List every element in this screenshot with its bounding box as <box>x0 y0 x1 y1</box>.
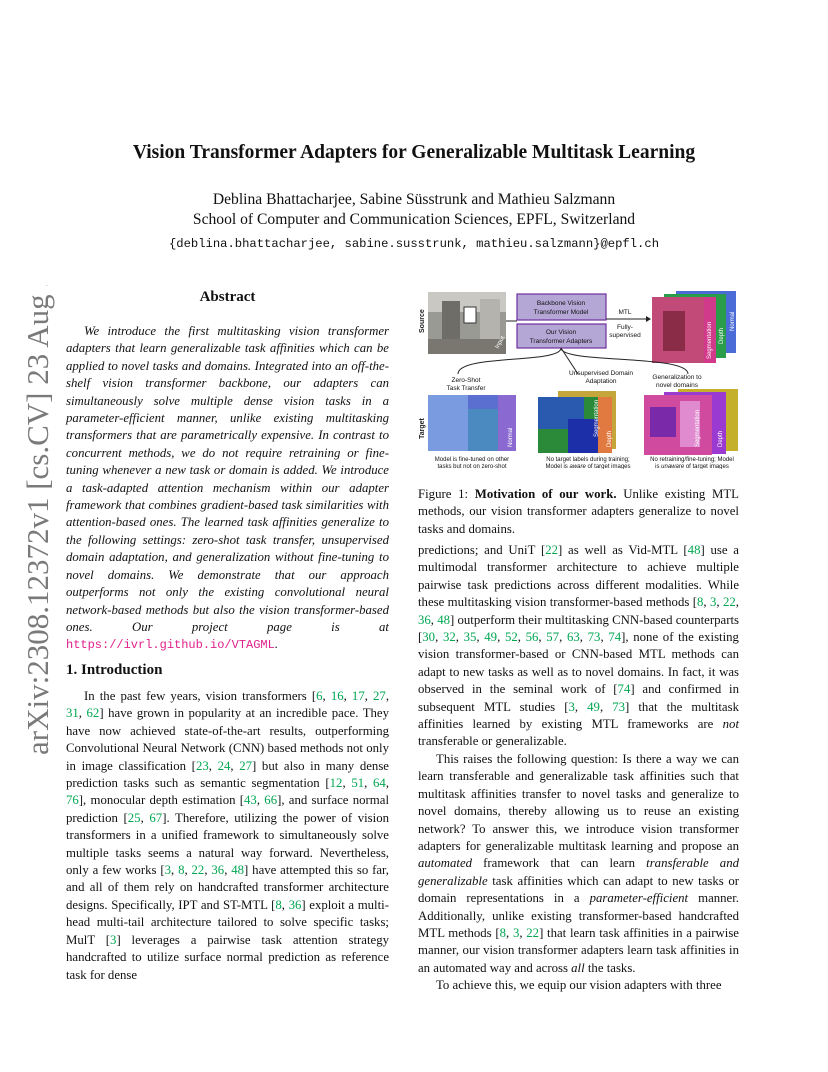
backbone-box <box>517 294 606 320</box>
note-zero-shot: Model is fine-tuned on other <box>434 457 510 463</box>
citation-link[interactable]: 49 <box>587 699 600 714</box>
segmentation-label: Segmentation <box>707 321 713 359</box>
citation-link[interactable]: 62 <box>86 706 100 721</box>
citation-link[interactable]: 3 <box>110 932 117 947</box>
uda-label: Unsupervised Domain <box>569 370 633 377</box>
citation-link[interactable]: 76 <box>66 793 79 808</box>
citation-link[interactable]: 51 <box>351 776 365 791</box>
citation-link[interactable]: 36 <box>211 863 225 878</box>
citation-link[interactable]: 43 <box>244 793 257 808</box>
figure-1-caption <box>418 486 739 538</box>
zero-shot-label: Zero-Shot <box>451 377 481 384</box>
abstract-heading: Abstract <box>199 289 256 305</box>
note-generalization: No retraining/fine-tuning; Model <box>650 457 734 463</box>
abstract-body <box>66 323 389 655</box>
source-label: Source <box>419 309 426 333</box>
citation-link[interactable]: 48 <box>437 612 451 627</box>
citation-link[interactable]: 35 <box>463 630 477 645</box>
note-uda-line2: Model is aware of target images <box>545 464 631 469</box>
mtl-label: MTL <box>618 309 632 316</box>
introduction-body <box>66 688 389 984</box>
right-column-body <box>418 542 739 995</box>
citation-link[interactable]: 63 <box>566 630 580 645</box>
adapter-label: Our Vision <box>545 329 577 336</box>
citation-link[interactable]: 24 <box>217 758 231 773</box>
author-emails: {deblina.bhattacharjee, sabine.susstrunk, mathieu.salzmann}@epfl.ch <box>168 237 660 251</box>
figure-1 <box>418 289 739 469</box>
citation-link[interactable]: 64 <box>373 776 386 791</box>
citation-link[interactable]: 32 <box>442 630 456 645</box>
note-zero-shot-line2: tasks but not on zero-shot <box>437 464 507 469</box>
abstract-end: . <box>274 637 279 652</box>
author-names: Deblina Bhattacharjee, Sabine Süsstrunk and Mathieu Salzmann <box>212 191 616 208</box>
depth-label-uda: Depth <box>607 430 613 447</box>
citation-link[interactable]: 67 <box>149 810 163 825</box>
citation-link[interactable]: 74 <box>608 630 622 645</box>
citation-link[interactable]: 22 <box>526 925 540 940</box>
abstract-text: We introduce the first multitasking vision transformer adapters that learn generalizable task affinities which can be applied to novel tasks and domains. Integrated into an off-the-shelf vision transformer backbone, our adapters can simultaneously solve multiple dense vision tasks in a parameter-efficient manner, unlike existing multitasking transformers that are parametrically expensive. In contrast to concurrent methods, we do not require retraining or fine-tuning whenever a new task or domain is added. We introduce a task-adapted attention mechanism within our adapter framework that combines gradient-based task similarities with attention-based ones. The learned task affinities generalize to the following settings: zero-shot task transfer, unsupervised domain adaptation, and generalization without fine-tuning to novel domains. We demonstrate that our approach outperforms not only the existing convolutional neural network-based methods but also the vision transformer-based ones. Our project page is at <box>66 324 389 634</box>
citation-link[interactable]: 52 <box>504 630 518 645</box>
citation-link[interactable]: 16 <box>330 689 344 703</box>
citation-link[interactable]: 31 <box>66 706 79 721</box>
emphasis: parameter-efficient <box>589 891 689 906</box>
citation-link[interactable]: 56 <box>525 630 539 645</box>
citation-link[interactable]: 48 <box>687 543 701 557</box>
generalization-label-line2: novel domains <box>656 382 698 389</box>
uda-label-line2: Adaptation <box>585 378 617 385</box>
author-block <box>0 190 828 229</box>
citation-link[interactable]: 3 <box>709 595 717 610</box>
backbone-label: Backbone Vision <box>536 300 586 307</box>
note-uda: No target labels during training; <box>546 457 630 463</box>
citation-link[interactable]: 3 <box>512 925 520 940</box>
right-paragraph-1: predictions; and UniT [22] as well as Vid-MTL [48] use a multimodal transformer architecture to achieve multiple pairwise task predictions across different modalities. While these multitasking vision transformer-based methods [8, 3, 22, 36, 48] outperform their multitasking CNN-based counterparts [30, 32, 35, 49, 52, 56, 57, 63, 73, 74], none of the existing vision transformer-based or CNN-based MTL methods can adapt to new tasks as well as to novel domains. In fact, it was observed in the seminal work of [74] and confirmed in subsequent MTL studies [3, 49, 73] that the multitask affinities learned by existing MTL frameworks are not transferable or generalizable. <box>418 543 739 749</box>
citation-link[interactable]: 12 <box>329 776 343 791</box>
citation-link[interactable]: 8 <box>696 595 704 610</box>
segmentation-label-uda: Segmentation <box>594 399 600 437</box>
citation-link[interactable]: 57 <box>546 630 560 645</box>
zero-shot-label-line2: Task Transfer <box>446 385 486 392</box>
backbone-label-line2: Transformer Model <box>533 309 589 316</box>
caption-text: Unlike existing MTL methods, our vision transformer adapters generalize to novel tasks and domains. <box>418 487 739 536</box>
depth-label-generalization: Depth <box>718 430 724 447</box>
note-generalization-line2: is unaware of target images <box>655 464 729 469</box>
depth-label: Depth <box>719 327 725 344</box>
citation-link[interactable]: 8 <box>275 897 282 912</box>
arxiv-identifier <box>17 285 57 765</box>
citation-link[interactable]: 23 <box>195 758 209 773</box>
citation-link[interactable]: 66 <box>264 793 278 808</box>
target-label: Target <box>419 418 426 439</box>
citation-link[interactable]: 6 <box>316 689 323 703</box>
emphasis: automated <box>418 856 473 871</box>
normal-label: Normal <box>730 311 736 331</box>
citation-link[interactable]: 73 <box>587 630 601 645</box>
citation-link[interactable]: 30 <box>422 630 436 645</box>
citation-link[interactable]: 17 <box>351 689 365 703</box>
affiliation: School of Computer and Communication Sciences, EPFL, Switzerland <box>192 210 636 228</box>
caption-bold: Motivation of our work. <box>474 487 617 501</box>
generalization-label: Generalization to <box>652 374 702 381</box>
citation-link[interactable]: 22 <box>191 863 205 878</box>
emphasis: transferable and generalizable <box>418 856 739 888</box>
citation-link[interactable]: 36 <box>288 897 302 912</box>
emphasis: not <box>722 717 739 732</box>
fully-supervised-label-line2: supervised <box>609 332 641 339</box>
adapter-label-line2: Transformer Adapters <box>529 338 593 345</box>
citation-link[interactable]: 48 <box>231 863 245 878</box>
normal-label-zero-shot: Normal <box>508 427 514 447</box>
citation-link[interactable]: 8 <box>499 925 507 940</box>
citation-link[interactable]: 22 <box>722 595 736 610</box>
arxiv-id-text: arXiv:2308.12372v1 [cs.CV] 23 Aug 2023 <box>20 285 55 755</box>
section-heading-introduction: 1. Introduction <box>66 662 163 678</box>
emphasis: all <box>571 960 585 975</box>
citation-link[interactable]: 25 <box>127 810 141 825</box>
citation-link[interactable]: 73 <box>612 699 626 714</box>
citation-link[interactable]: 3 <box>164 863 171 878</box>
intro-paragraph: In the past few years, vision transformers [6, 16, 17, 27, 31, 62] have grown in popularity at an incredible pace. They have now achieved state-of-the-art results, outperforming Convolutional Neural Network (CNN) based methods not only in image classification [23, 24, 27] but also in many dense prediction tasks such as semantic segmentation [12, 51, 64, 76], monocular depth estimation [43, 66], and surface normal prediction [25, 67]. Therefore, utilizing the power of vision transformers in a unified framework to simultaneously solve multiple tasks seems a natural way forward. Nevertheless, only a few works [3, 8, 22, 36, 48] have attempted this so far, and all of them rely on handcrafted transformer architecture designs. Specifically, IPT and ST-MTL [8, 36] exploit a multi-head multi-tail architecture tailored to solve specific tasks; MulT [3] leverages a pairwise task attention strategy handcrafted to utilize surface normal prediction as reference task for dense <box>66 689 390 982</box>
citation-link[interactable]: 27 <box>239 758 253 773</box>
citation-link[interactable]: 27 <box>373 689 386 703</box>
input-label: Input <box>494 335 507 350</box>
citation-link[interactable]: 8 <box>178 863 185 878</box>
caption-label: Figure 1: <box>418 487 469 501</box>
right-paragraph-2: This raises the following question: Is there a way we can learn transferable and generalizable task affinities such that multitask affinities transfer to novel tasks and generalize to novel domains, thereby allowing us to reuse an existing network? To answer this, we introduce vision transformer adapters for generalizable multitask learning and propose an automated framework that can learn transferable and generalizable task affinities which can adapt to new tasks or domain representations in a parameter-efficient manner. Additionally, unlike existing transformer-based handcrafted MTL methods [8, 3, 22] that learn task affinities in a pairwise manner, our vision transformer adapters learn task affinities in an automated way and across all the tasks. <box>418 751 739 975</box>
project-page-link[interactable]: https://ivrl.github.io/VTAGML <box>66 638 275 653</box>
citation-link[interactable]: 74 <box>617 682 631 697</box>
citation-link[interactable]: 3 <box>568 699 575 714</box>
paper-title: Vision Transformer Adapters for Generalizable Multitask Learning <box>132 142 696 163</box>
segmentation-label-generalization: Segmentation <box>695 409 701 447</box>
citation-link[interactable]: 22 <box>545 543 559 557</box>
fully-supervised-label: Fully- <box>617 324 633 331</box>
citation-link[interactable]: 49 <box>484 630 498 645</box>
right-paragraph-3: To achieve this, we equip our vision adapters with three <box>436 978 722 993</box>
citation-link[interactable]: 36 <box>418 612 431 627</box>
